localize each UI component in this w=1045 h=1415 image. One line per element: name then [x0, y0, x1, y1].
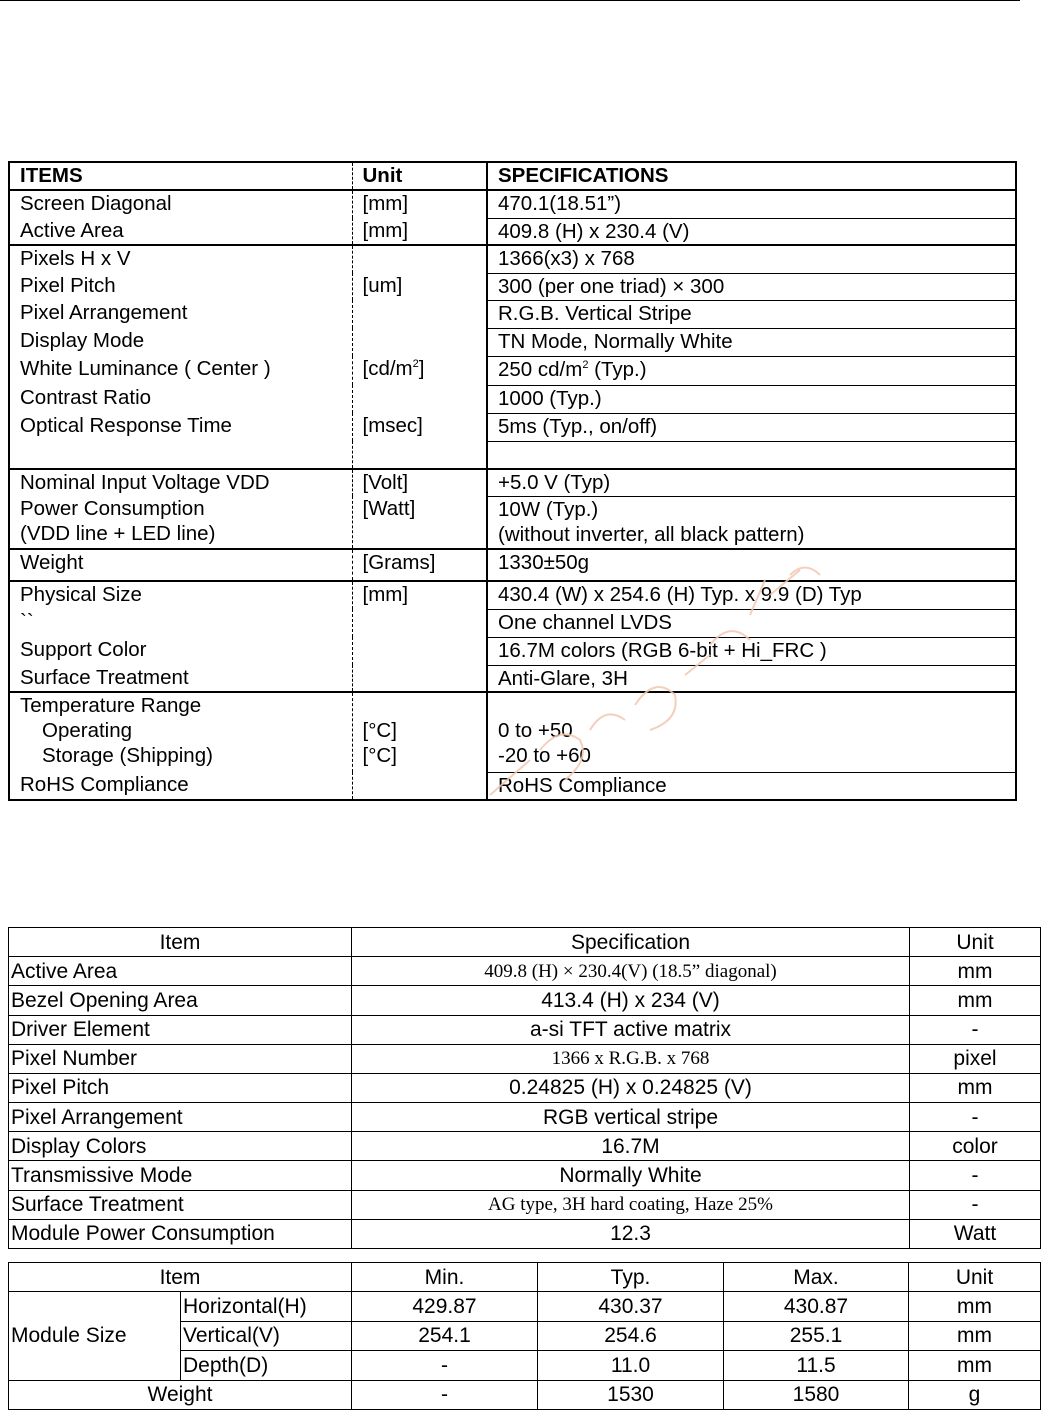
header-items: ITEMS	[9, 162, 352, 190]
row-spec: 409.8 (H) x 230.4 (V)	[487, 218, 1016, 245]
row-item: Pixel Arrangement	[9, 1103, 352, 1132]
row-spec: 470.1(18.51”)	[487, 190, 1016, 218]
table-row	[9, 549, 1016, 581]
row-item: Surface Treatment	[9, 1190, 352, 1219]
row-unit: pixel	[910, 1044, 1041, 1073]
row-min: 254.1	[352, 1321, 538, 1350]
row-item: Physical Size	[9, 581, 352, 609]
table-row	[9, 1073, 1041, 1102]
row-unit: [Watt]	[352, 496, 487, 549]
table-row	[9, 1132, 1041, 1161]
row-spec: +5.0 V (Typ)	[487, 469, 1016, 496]
row-unit	[352, 609, 487, 637]
row-spec: 409.8 (H) × 230.4(V) (18.5” diagonal)	[352, 957, 910, 986]
row-item: Screen Diagonal	[9, 190, 352, 218]
row-item: Pixel Pitch	[9, 1073, 352, 1102]
row-spec: R.G.B. Vertical Stripe	[487, 300, 1016, 328]
table-row	[9, 413, 1016, 441]
row-min: 429.87	[352, 1292, 538, 1321]
row-item: ``	[9, 609, 352, 637]
row-item: Pixel Pitch	[9, 273, 352, 300]
table-row	[9, 1380, 1041, 1409]
row-spec: 1330±50g	[487, 549, 1016, 581]
spec-line: 10W (Typ.)	[498, 497, 599, 521]
row-spec: 430.4 (W) x 254.6 (H) Typ. x 9.9 (D) Typ	[487, 581, 1016, 609]
row-min: -	[352, 1380, 538, 1409]
spec-line: (without inverter, all black pattern)	[498, 522, 805, 546]
spec-table	[8, 161, 1017, 801]
row-spec: Anti-Glare, 3H	[487, 665, 1016, 692]
table-row	[9, 1015, 1041, 1044]
dimension-table	[8, 1262, 1041, 1410]
row-item: Nominal Input Voltage VDD	[9, 469, 352, 496]
row-spec: 1366 x R.G.B. x 768	[352, 1044, 910, 1073]
item-line: (VDD line + LED line)	[20, 522, 216, 545]
table-header-row	[9, 1263, 1041, 1292]
row-spec: Normally White	[352, 1161, 910, 1190]
table-row	[9, 1044, 1041, 1073]
header-item: Item	[9, 928, 352, 957]
row-item: Weight	[9, 549, 352, 581]
row-unit: -	[910, 1015, 1041, 1044]
row-spec: 413.4 (H) x 234 (V)	[352, 986, 910, 1015]
table-header-row	[9, 162, 1016, 190]
row-unit: mm	[910, 1073, 1041, 1102]
row-min: -	[352, 1351, 538, 1380]
unit-text: ]	[418, 357, 425, 380]
header-specifications: SPECIFICATIONS	[487, 162, 1016, 190]
row-item	[9, 692, 352, 772]
header-unit: Unit	[909, 1263, 1041, 1292]
table-row	[9, 1190, 1041, 1219]
table-row	[9, 273, 1016, 300]
top-rule	[0, 0, 1020, 1]
row-unit	[352, 300, 487, 328]
row-item: Module Power Consumption	[9, 1219, 352, 1248]
table-header-row	[9, 928, 1041, 957]
row-unit: Watt	[910, 1219, 1041, 1248]
row-max: 11.5	[724, 1351, 909, 1380]
header-item: Item	[9, 1263, 352, 1292]
header-max: Max.	[724, 1263, 909, 1292]
row-unit: -	[910, 1190, 1041, 1219]
spec-table-2	[8, 927, 1041, 1249]
item-line: Temperature Range	[20, 694, 202, 717]
row-item: Display Mode	[9, 328, 352, 356]
row-item: Bezel Opening Area	[9, 986, 352, 1015]
row-unit: mm	[909, 1292, 1041, 1321]
item-subline: Storage (Shipping)	[42, 744, 213, 767]
row-unit: [Volt]	[352, 469, 487, 496]
spec-text: 250 cd/m	[498, 357, 583, 381]
table-row	[9, 957, 1041, 986]
row-item: White Luminance ( Center )	[9, 356, 352, 385]
row-typ: 1530	[538, 1380, 724, 1409]
table-row	[9, 385, 1016, 413]
item-line: Power Consumption	[20, 497, 205, 520]
spec-superscript: 2	[582, 358, 589, 371]
row-dim: Depth(D)	[181, 1351, 352, 1380]
row-unit: [msec]	[352, 413, 487, 469]
unit-line: [°C]	[362, 744, 397, 767]
row-spec	[487, 496, 1016, 549]
row-spec: 16.7M colors (RGB 6-bit + Hi_FRC )	[487, 637, 1016, 665]
header-specification: Specification	[352, 928, 910, 957]
table-row	[9, 1161, 1041, 1190]
row-item: Active Area	[9, 218, 352, 245]
row-unit: mm	[909, 1351, 1041, 1380]
table-row	[9, 1292, 1041, 1321]
row-unit	[352, 637, 487, 665]
row-unit: [mm]	[352, 190, 487, 218]
row-typ: 430.37	[538, 1292, 724, 1321]
row-unit	[352, 385, 487, 413]
row-item: Display Colors	[9, 1132, 352, 1161]
row-item: Driver Element	[9, 1015, 352, 1044]
unit-text: [cd/m	[362, 357, 413, 380]
row-max: 255.1	[724, 1321, 909, 1350]
table-row	[9, 469, 1016, 496]
row-spec: 1000 (Typ.)	[487, 385, 1016, 413]
row-unit: [Grams]	[352, 549, 487, 581]
spec-text: (Typ.)	[588, 357, 647, 381]
row-spec: AG type, 3H hard coating, Haze 25%	[352, 1190, 910, 1219]
table-row	[9, 328, 1016, 356]
row-item: Surface Treatment	[9, 665, 352, 692]
row-spec: a-si TFT active matrix	[352, 1015, 910, 1044]
row-unit: [mm]	[352, 581, 487, 609]
row-unit: [um]	[352, 273, 487, 300]
row-unit: -	[910, 1161, 1041, 1190]
row-unit: color	[910, 1132, 1041, 1161]
row-spec	[487, 356, 1016, 385]
table-row	[9, 245, 1016, 273]
row-spec: 1366(x3) x 768	[487, 245, 1016, 273]
header-typ: Typ.	[538, 1263, 724, 1292]
row-item: Pixels H x V	[9, 245, 352, 273]
table-row	[9, 665, 1016, 692]
header-unit: Unit	[910, 928, 1041, 957]
row-spec: 300 (per one triad) × 300	[487, 273, 1016, 300]
row-item	[9, 496, 352, 549]
table-row	[9, 1103, 1041, 1132]
unit-superscript: 2	[412, 358, 419, 371]
table-row	[9, 496, 1016, 549]
row-typ: 254.6	[538, 1321, 724, 1350]
row-unit	[352, 665, 487, 692]
row-item: Transmissive Mode	[9, 1161, 352, 1190]
row-item: Active Area	[9, 957, 352, 986]
row-item: Pixel Arrangement	[9, 300, 352, 328]
unit-line: [°C]	[362, 719, 397, 742]
row-unit: mm	[910, 957, 1041, 986]
row-max: 430.87	[724, 1292, 909, 1321]
table-row	[9, 1219, 1041, 1248]
row-item: RoHS Compliance	[9, 772, 352, 800]
row-spec: TN Mode, Normally White	[487, 328, 1016, 356]
row-unit	[352, 356, 487, 385]
row-spec-empty	[487, 441, 1016, 469]
table-row	[9, 772, 1016, 800]
table-row	[9, 986, 1041, 1015]
row-max: 1580	[724, 1380, 909, 1409]
table-row	[9, 356, 1016, 385]
header-min: Min.	[352, 1263, 538, 1292]
row-item: Contrast Ratio	[9, 385, 352, 413]
table-row	[9, 692, 1016, 772]
row-spec: 16.7M	[352, 1132, 910, 1161]
row-unit: g	[909, 1380, 1041, 1409]
spec-line: -20 to +60	[498, 744, 591, 767]
spec-line: 0 to +50	[498, 719, 573, 742]
row-dim: Vertical(V)	[181, 1321, 352, 1350]
row-item: Pixel Number	[9, 1044, 352, 1073]
row-spec: RGB vertical stripe	[352, 1103, 910, 1132]
row-dim: Horizontal(H)	[181, 1292, 352, 1321]
item-subline: Operating	[42, 719, 133, 742]
weight-label: Weight	[9, 1380, 352, 1409]
module-size-label: Module Size	[9, 1292, 181, 1380]
table-row	[9, 609, 1016, 637]
table-row	[9, 300, 1016, 328]
row-unit	[352, 328, 487, 356]
row-spec: RoHS Compliance	[487, 772, 1016, 800]
table-row	[9, 581, 1016, 609]
table-row	[9, 190, 1016, 218]
row-unit	[352, 245, 487, 273]
row-typ: 11.0	[538, 1351, 724, 1380]
row-spec: One channel LVDS	[487, 609, 1016, 637]
row-spec: 5ms (Typ., on/off)	[487, 413, 1016, 441]
row-unit: mm	[909, 1321, 1041, 1350]
row-spec: 0.24825 (H) x 0.24825 (V)	[352, 1073, 910, 1102]
table-row	[9, 218, 1016, 245]
row-unit: [mm]	[352, 218, 487, 245]
row-unit	[352, 772, 487, 800]
row-unit	[352, 692, 487, 772]
row-item: Support Color	[9, 637, 352, 665]
row-unit: -	[910, 1103, 1041, 1132]
row-spec	[487, 692, 1016, 772]
header-unit: Unit	[352, 162, 487, 190]
table-row	[9, 637, 1016, 665]
row-spec: 12.3	[352, 1219, 910, 1248]
row-unit: mm	[910, 986, 1041, 1015]
row-item: Optical Response Time	[9, 413, 352, 469]
